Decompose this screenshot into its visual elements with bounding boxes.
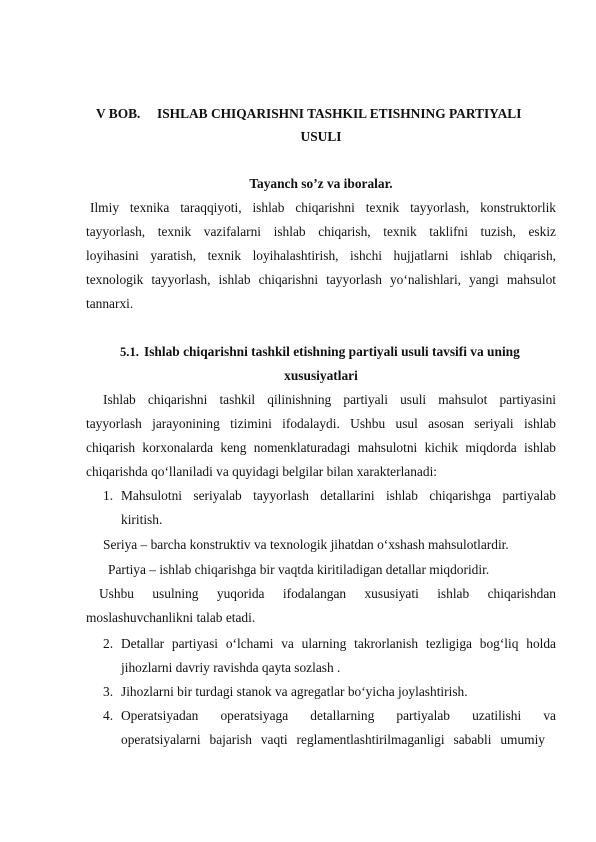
list-item-line: Jihozlarni bir turdagi stanok va agregatlar bo‘yicha joylashtirish. (121, 684, 468, 699)
definition-partiya: Partiya – ishlab chiqarishga bir vaqtda kiritiladigan detallar miqdoridir. (108, 562, 490, 577)
list-item-line: operatsiyalarni bajarish vaqti reglamentlashtirilmaganligi sababli umumiy (121, 732, 545, 747)
body-line: tayyorlash jarayonining tizimini ifodalaydi. Ushbu usul asosan seriyali ishlab (86, 416, 556, 431)
list-item-line: Mahsulotni seriyalab tayyorlash detallarini ishlab chiqarishga partiyalab (121, 488, 556, 503)
list-item-line: kiritish. (121, 512, 163, 527)
list-item-line: Detallar partiyasi o‘lchami va ularning takrorlanish tezligiga bog‘liq holda (121, 636, 556, 651)
section-title-line1: Ishlab chiqarishni tashkil etishning partiyali usuli tavsifi va uning (144, 344, 520, 359)
body-line: moslashuvchanlikni talab etadi. (86, 610, 256, 625)
keywords-line: texnologik tayyorlash, ishlab chiqarishni tayyorlash yo‘nalishlari, yangi mahsulot (86, 272, 556, 287)
chapter-label: V BOB. (96, 106, 141, 121)
body-line: Ushbu usulning yuqorida ifodalangan xususiyati ishlab chiqarishdan (99, 586, 556, 601)
keywords-line: loyihasini yaratish, texnik loyihalashtirish, ishchi hujjatlarni ishlab chiqarish, (86, 248, 556, 263)
list-item-line: Operatsiyadan operatsiyaga detallarning partiyalab uzatilishi va (121, 708, 556, 723)
body-line: chiqarishda qo‘llaniladi va quyidagi belgilar bilan xarakterlanadi: (86, 464, 438, 479)
chapter-title-line2: USULI (300, 129, 342, 144)
list-number: 1. (103, 488, 114, 503)
keywords-line: Ilmiy texnika taraqqiyoti, ishlab chiqarishni texnik tayyorlash, konstruktorlik (90, 200, 556, 215)
section-number: 5.1. (120, 345, 139, 359)
section-title-line2: xususiyatlari (284, 368, 358, 383)
definition-seriya: Seriya – barcha konstruktiv va texnologik jihatdan o‘xshash mahsulotlardir. (103, 537, 509, 552)
body-line: chiqarish korxonalarda keng nomenklaturadagi mahsulotni kichik miqdorda ishlab (86, 440, 556, 455)
keywords-line: tayyorlash, texnik vazifalarni ishlab chiqarish, texnik taklifni tuzish, eskiz (86, 224, 556, 239)
body-line: Ishlab chiqarishni tashkil qilinishning partiyali usuli mahsulot partiyasini (103, 392, 556, 407)
keywords-heading: Tayanch so’z va iboralar. (249, 176, 393, 191)
list-number: 2. (103, 636, 114, 651)
list-number: 4. (103, 708, 114, 723)
keywords-line: tannarxi. (86, 296, 134, 311)
list-item-line: jihozlarni davriy ravishda qayta sozlash . (121, 660, 341, 675)
chapter-title-line1: ISHLAB CHIQARISHNI TASHKIL ETISHNING PARTIYALI (157, 106, 522, 121)
list-number: 3. (103, 684, 114, 699)
